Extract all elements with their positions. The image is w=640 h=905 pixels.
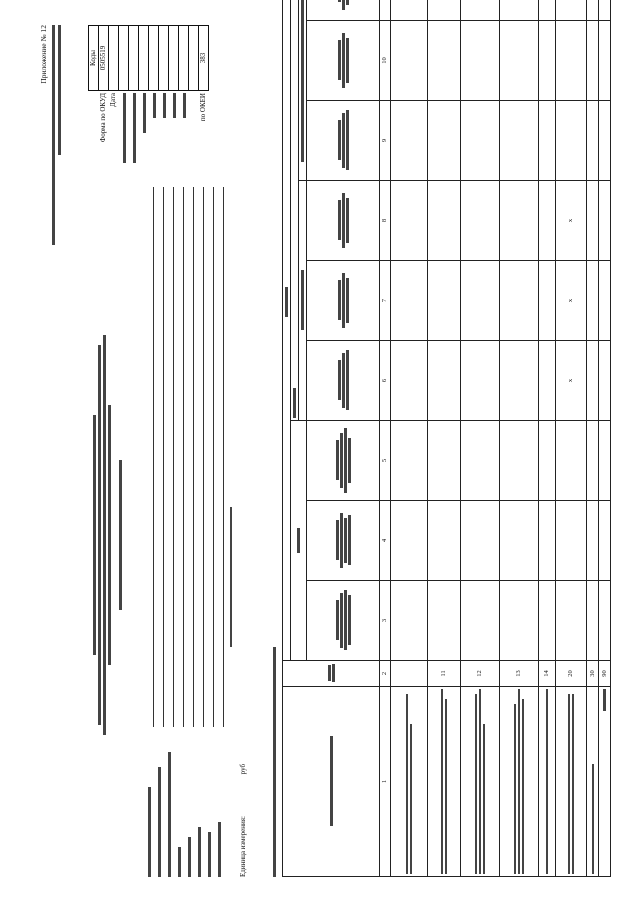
- amount-cell[interactable]: [391, 181, 428, 261]
- sum-header: [283, 0, 291, 661]
- row-code: 14: [539, 661, 556, 687]
- req-row-1: [145, 187, 155, 877]
- amount-cell[interactable]: [461, 421, 500, 501]
- amount-cell[interactable]: [461, 501, 500, 581]
- amount-cell[interactable]: [599, 101, 611, 181]
- appendix-line-1: Приложение № 12: [39, 25, 48, 84]
- codes-box: [88, 25, 209, 185]
- amount-cell[interactable]: [461, 101, 500, 181]
- amount-cell[interactable]: [587, 341, 599, 421]
- amount-cell[interactable]: [539, 421, 556, 501]
- title-line-3: [103, 325, 106, 745]
- appendix-line-3: [58, 25, 61, 305]
- bk-label-3: [169, 91, 179, 186]
- amount-cell[interactable]: [391, 421, 428, 501]
- req-row-5: [185, 187, 195, 877]
- indicator-name: [391, 687, 428, 877]
- amount-cell[interactable]: [500, 101, 539, 181]
- date-value: [109, 26, 119, 91]
- title-date-line: [119, 325, 122, 745]
- amount-cell[interactable]: [599, 181, 611, 261]
- req-row-7: [205, 187, 215, 877]
- amount-cell[interactable]: [539, 581, 556, 661]
- insurance-header: [299, 0, 307, 181]
- amount-cell[interactable]: [539, 261, 556, 341]
- amount-cell[interactable]: [461, 581, 500, 661]
- amount-cell[interactable]: [587, 421, 599, 501]
- column-number: 6: [380, 341, 391, 421]
- amount-cell[interactable]: [391, 261, 428, 341]
- amount-cell[interactable]: [428, 341, 461, 421]
- indicator-name: [428, 687, 461, 877]
- row-code: 30: [587, 661, 599, 687]
- amount-cell[interactable]: [428, 0, 461, 21]
- amount-cell[interactable]: [539, 341, 556, 421]
- title-line-4: [108, 325, 111, 745]
- amount-cell[interactable]: [428, 21, 461, 101]
- amount-cell[interactable]: [428, 501, 461, 581]
- amount-cell[interactable]: [428, 181, 461, 261]
- amount-cell[interactable]: [556, 501, 587, 581]
- row-code: 13: [500, 661, 539, 687]
- unit-value: руб: [239, 763, 247, 775]
- glava-label: [139, 91, 149, 186]
- column-number: 2: [380, 661, 391, 687]
- table-row: [556, 0, 587, 877]
- req-row-8: [215, 187, 225, 877]
- indicator-name: [461, 687, 500, 877]
- req-note: [225, 187, 239, 877]
- total-header: [291, 421, 307, 661]
- registry-label-1: [119, 91, 129, 186]
- column-number: 4: [380, 501, 391, 581]
- amount-cell[interactable]: [500, 21, 539, 101]
- table-row: [500, 0, 539, 877]
- req-unit: [239, 187, 249, 877]
- okei-label: по ОКЕИ: [199, 93, 208, 122]
- amount-cell[interactable]: [556, 581, 587, 661]
- wage-fund-header: [299, 181, 307, 421]
- amount-cell[interactable]: [461, 341, 500, 421]
- table-row: [461, 0, 500, 877]
- table-row: [587, 0, 599, 877]
- document-title: [92, 325, 124, 745]
- amount-cell[interactable]: [391, 0, 428, 21]
- amount-cell[interactable]: [599, 261, 611, 341]
- registry-label-2: [129, 91, 139, 186]
- amount-cell[interactable]: [599, 421, 611, 501]
- amount-cell[interactable]: [587, 501, 599, 581]
- column-number: 7: [380, 261, 391, 341]
- okud-label: Форма по ОКУД: [99, 93, 108, 143]
- amount-cell[interactable]: х: [556, 341, 587, 421]
- column-number: [380, 0, 391, 21]
- amount-cell[interactable]: [599, 21, 611, 101]
- req-row-3: [165, 187, 175, 877]
- amount-cell[interactable]: [391, 501, 428, 581]
- amount-cell[interactable]: [587, 181, 599, 261]
- req-row-2: [155, 187, 165, 877]
- row-code: 20: [556, 661, 587, 687]
- amount-cell[interactable]: [428, 101, 461, 181]
- amount-cell[interactable]: [587, 101, 599, 181]
- okud-value: 0505519: [99, 26, 109, 91]
- unit-label: Единица измерения:: [239, 816, 247, 877]
- including-header: [291, 0, 299, 421]
- amount-cell[interactable]: [500, 181, 539, 261]
- amount-cell[interactable]: [391, 581, 428, 661]
- column-number-row: [380, 0, 391, 877]
- amount-cell[interactable]: [539, 101, 556, 181]
- table-row: [428, 0, 461, 877]
- appendix-note: [40, 25, 61, 305]
- bk-label-1: [149, 91, 159, 186]
- row-code: [391, 661, 428, 687]
- amount-cell[interactable]: [556, 101, 587, 181]
- column-number: 9: [380, 101, 391, 181]
- indicator-name: [556, 687, 587, 877]
- amount-cell[interactable]: [599, 0, 611, 21]
- appendix-line-2: [52, 25, 55, 305]
- table-body: [391, 0, 611, 877]
- amount-cell[interactable]: [391, 101, 428, 181]
- column-number: 8: [380, 181, 391, 261]
- amount-cell[interactable]: [556, 21, 587, 101]
- amount-cell[interactable]: [587, 21, 599, 101]
- amount-cell[interactable]: х: [556, 181, 587, 261]
- table-row: [599, 0, 611, 877]
- amount-cell[interactable]: [391, 341, 428, 421]
- amount-cell[interactable]: [599, 581, 611, 661]
- amount-cell[interactable]: [428, 581, 461, 661]
- amount-cell[interactable]: [539, 0, 556, 21]
- amount-cell[interactable]: [461, 21, 500, 101]
- indicator-name-header: [283, 687, 380, 877]
- column-number: 1: [380, 687, 391, 877]
- amount-cell[interactable]: [461, 261, 500, 341]
- bk-label-2: [159, 91, 169, 186]
- amount-cell[interactable]: [539, 181, 556, 261]
- indicators-table: [282, 25, 611, 877]
- amount-cell[interactable]: [461, 181, 500, 261]
- title-line-2: [98, 325, 101, 745]
- indicator-name: [599, 687, 611, 877]
- amount-cell[interactable]: [500, 261, 539, 341]
- amount-cell[interactable]: [539, 501, 556, 581]
- amount-cell[interactable]: [391, 21, 428, 101]
- amount-cell[interactable]: [599, 341, 611, 421]
- amount-cell[interactable]: [539, 21, 556, 101]
- indicator-name: [539, 687, 556, 877]
- codes-header: Коды: [89, 26, 99, 91]
- column-number: 3: [380, 581, 391, 661]
- date-label: Дата: [109, 93, 118, 107]
- row-code: 11: [428, 661, 461, 687]
- amount-cell[interactable]: [500, 421, 539, 501]
- amount-cell[interactable]: [500, 501, 539, 581]
- bk-label-4: [179, 91, 189, 186]
- amount-cell[interactable]: [500, 341, 539, 421]
- title-line-1: [93, 325, 96, 745]
- amount-cell[interactable]: х: [556, 261, 587, 341]
- row-code: 12: [461, 661, 500, 687]
- amount-cell[interactable]: [599, 501, 611, 581]
- indicator-name: [500, 687, 539, 877]
- req-row-4: [175, 187, 185, 877]
- amount-cell[interactable]: [461, 0, 500, 21]
- table-row: [539, 0, 556, 877]
- requisites-block: [145, 187, 249, 877]
- amount-cell[interactable]: [428, 421, 461, 501]
- amount-cell[interactable]: [556, 421, 587, 501]
- amount-cell[interactable]: [587, 261, 599, 341]
- req-row-6: [195, 187, 205, 877]
- amount-cell[interactable]: [556, 0, 587, 21]
- amount-cell[interactable]: [500, 0, 539, 21]
- column-number: 5: [380, 421, 391, 501]
- section-title: [270, 647, 279, 877]
- indicator-name: [587, 687, 599, 877]
- amount-cell[interactable]: [428, 261, 461, 341]
- row-code-header: [283, 661, 380, 687]
- amount-cell[interactable]: [500, 581, 539, 661]
- table-row: [391, 0, 428, 877]
- okei-value: 383: [199, 26, 209, 91]
- row-code: 90: [599, 661, 611, 687]
- amount-cell[interactable]: [587, 0, 599, 21]
- amount-cell[interactable]: [587, 581, 599, 661]
- column-number: 10: [380, 21, 391, 101]
